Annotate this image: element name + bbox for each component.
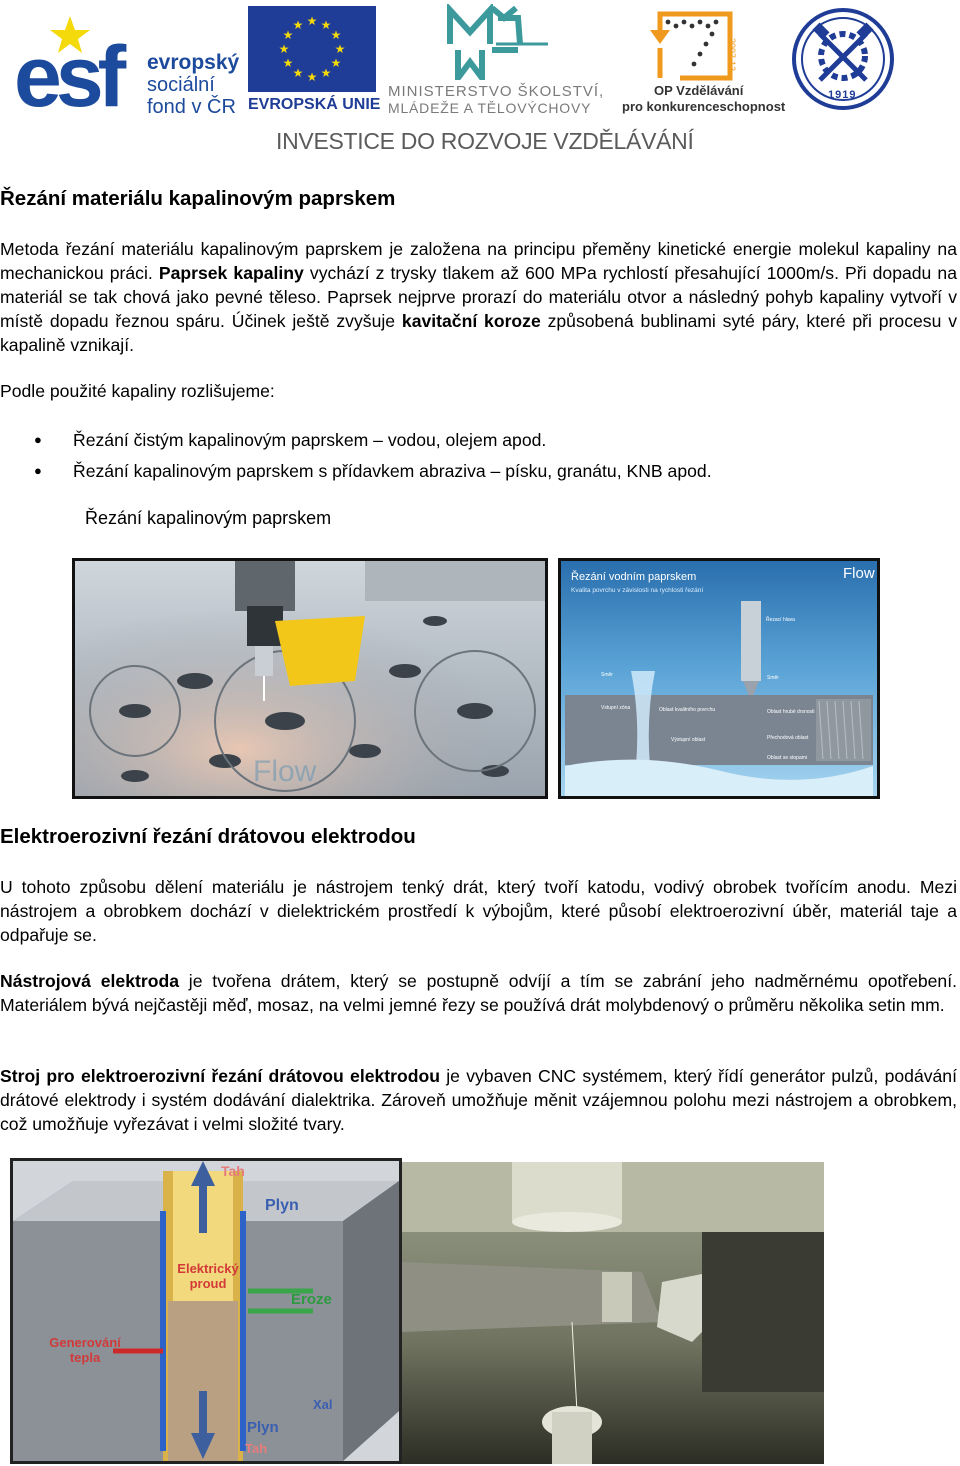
svg-text:Směr: Směr xyxy=(601,672,613,678)
waterjet-intro: Podle použité kapaliny rozlišujeme: xyxy=(0,381,275,401)
edm-label-plyn-bottom: Plyn xyxy=(247,1419,279,1436)
eu-label: EVROPSKÁ UNIE xyxy=(248,96,381,113)
msmt-mark-icon xyxy=(388,4,610,80)
edm-diagram xyxy=(10,1158,402,1464)
svg-text:★: ★ xyxy=(292,66,304,80)
svg-text:★: ★ xyxy=(306,70,318,84)
edm-label-tah-bottom: Tah xyxy=(245,1441,268,1456)
eu-flag-icon xyxy=(248,6,376,92)
svg-text:★: ★ xyxy=(320,18,332,32)
svg-text:★: ★ xyxy=(282,56,294,70)
edm-paragraph-2 xyxy=(0,969,957,1017)
op-mark-icon xyxy=(620,8,770,88)
edm-label-plyn-top: Plyn xyxy=(265,1197,299,1214)
op-years: 2007-13 xyxy=(727,38,737,72)
seal-year: 1919 xyxy=(828,89,857,101)
msmt-logo xyxy=(388,4,610,116)
svg-text:★: ★ xyxy=(330,56,342,70)
svg-text:Výstupní oblast: Výstupní oblast xyxy=(671,737,706,743)
list-item-text: Řezání čistým kapalinovým paprskem – vodou, olejem apod. xyxy=(73,430,547,450)
svg-text:Oblast hrubé drsnosti: Oblast hrubé drsnosti xyxy=(767,709,815,715)
svg-text:★: ★ xyxy=(278,42,290,56)
eu-logo xyxy=(248,6,381,116)
op-logo xyxy=(620,8,786,118)
investice-tagline: INVESTICE DO ROZVOJE VZDĚLÁVÁNÍ xyxy=(276,128,694,154)
diagram-brand: Flow xyxy=(843,565,875,582)
waterjet-diagram xyxy=(558,558,880,799)
figure-caption: Řezání kapalinovým paprskem xyxy=(85,508,332,528)
bullet-icon: ● xyxy=(34,463,42,478)
edm-paragraph-1: U tohoto způsobu dělení materiálu je nástrojem tenký drát, který tvoří katodu, vodivý obrobek tvořícím anodu. Mezi nástrojem a obrobkem dochází v dielektrickém prostředí k výbojům, které působí elektroerozivní úběr, materiál taje a odpařuje se. xyxy=(0,877,957,945)
waterjet-diagram-art xyxy=(561,561,877,796)
flow-watermark: Flow xyxy=(253,755,317,788)
svg-text:Oblast se stopami: Oblast se stopami xyxy=(767,755,808,761)
msmt-line1: MINISTERSTVO ŠKOLSTVÍ, xyxy=(388,83,605,100)
edm-text-electrode: je tvořena drátem, který se postupně odvíjí a tím se zabrání jeho nadměrnému opotřebení. Materiálem bývá nejčastěji měď, mosaz, na velmi jemné řezy se používá drát molybdenový o průměru několika setin mm. xyxy=(0,971,957,1015)
op-line2: pro konkurenceschopnost xyxy=(622,99,786,114)
edm-label-eroze: Eroze xyxy=(291,1291,332,1308)
esf-line3: fond v ČR xyxy=(147,96,236,118)
diagram-subtitle: Kvalita povrchu v závislosti na rychlosti řezání xyxy=(571,587,704,594)
edm-paragraph-3 xyxy=(0,1064,957,1136)
esf-logo xyxy=(12,6,242,118)
list-item-text: Řezání kapalinovým paprskem s přídavkem abraziva – písku, granátu, KNB apod. xyxy=(73,461,712,481)
edm-diagram-art xyxy=(13,1161,399,1461)
waterjet-photo xyxy=(72,558,548,799)
svg-text:Oblast kvalitního povrchu: Oblast kvalitního povrchu xyxy=(659,707,716,713)
svg-text:★: ★ xyxy=(334,42,346,56)
edm-label-heat: Generování tepla xyxy=(49,1335,121,1365)
svg-text:Přechodová oblast: Přechodová oblast xyxy=(767,735,809,741)
edm-bold-machine: Stroj pro elektroerozivní řezání drátovou elektrodou xyxy=(0,1066,440,1086)
edm-bold-electrode: Nástrojová elektroda xyxy=(0,971,179,991)
svg-text:★: ★ xyxy=(306,14,318,28)
diagram-title: Řezání vodním paprskem xyxy=(571,571,697,583)
svg-text:★: ★ xyxy=(330,28,342,42)
waterjet-text-3: způsobená bublinami syté páry, které při procesu v kapalině vznikají. xyxy=(0,311,957,355)
edm-text-machine: je vybaven CNC systémem, který řídí generátor pulzů, podávání drátové elektrody i systém dodávání dialektrika. Zároveň umožňuje měnit vzájemnou polohu mezi nástrojem a obrobkem, což umožňuje vyřezávat i velmi složité tvary. xyxy=(0,1066,957,1134)
msmt-line2: MLÁDEŽE A TĚLOVÝCHOVY xyxy=(388,100,592,116)
school-seal xyxy=(790,6,896,112)
waterjet-text-1: Metoda řezání materiálu kapalinovým paprskem je založena na principu přeměny kinetické energie molekul kapaliny na mechanickou práci. xyxy=(0,239,957,283)
svg-text:★: ★ xyxy=(320,66,332,80)
esf-line2: sociální xyxy=(147,74,215,96)
waterjet-text-2: vychází z trysky tlakem až 600 MPa rychlostí přesahující 1000m/s. Při dopadu na materiál se tak chová jako pevné těleso. Paprsek nejprve prorazí do materiálu otvor a následný pohyb kapaliny vytvoří v místě dopadu řeznou spáru. Účinek ještě zvyšuje xyxy=(0,263,958,331)
svg-text:Vstupní zóna: Vstupní zóna xyxy=(601,705,631,711)
svg-text:esf: esf xyxy=(14,29,121,118)
edm-label-xal: Xal xyxy=(313,1397,333,1412)
waterjet-paragraph xyxy=(0,237,957,357)
op-line1: OP Vzdělávání xyxy=(654,83,744,98)
section-title-waterjet: Řezání materiálu kapalinovým paprskem xyxy=(0,187,396,210)
svg-text:Směr: Směr xyxy=(767,675,779,681)
waterjet-bold-2: kavitační koroze xyxy=(401,311,541,331)
bullet-icon: ● xyxy=(34,432,42,447)
edm-machine-photo xyxy=(402,1162,824,1464)
svg-text:★: ★ xyxy=(282,28,294,42)
diagram-label-head: Řezací hlava xyxy=(766,617,795,623)
esf-line1: evropský xyxy=(147,51,240,74)
edm-label-tah-top: Tah xyxy=(221,1163,245,1179)
edm-machine-photo-art xyxy=(402,1162,824,1464)
svg-text:★: ★ xyxy=(292,18,304,32)
edm-label-current: Elektrický proud xyxy=(177,1261,239,1291)
section-title-edm: Elektroerozivní řezání drátovou elektrodou xyxy=(0,825,416,848)
waterjet-bold-1: Paprsek kapaliny xyxy=(158,263,304,283)
